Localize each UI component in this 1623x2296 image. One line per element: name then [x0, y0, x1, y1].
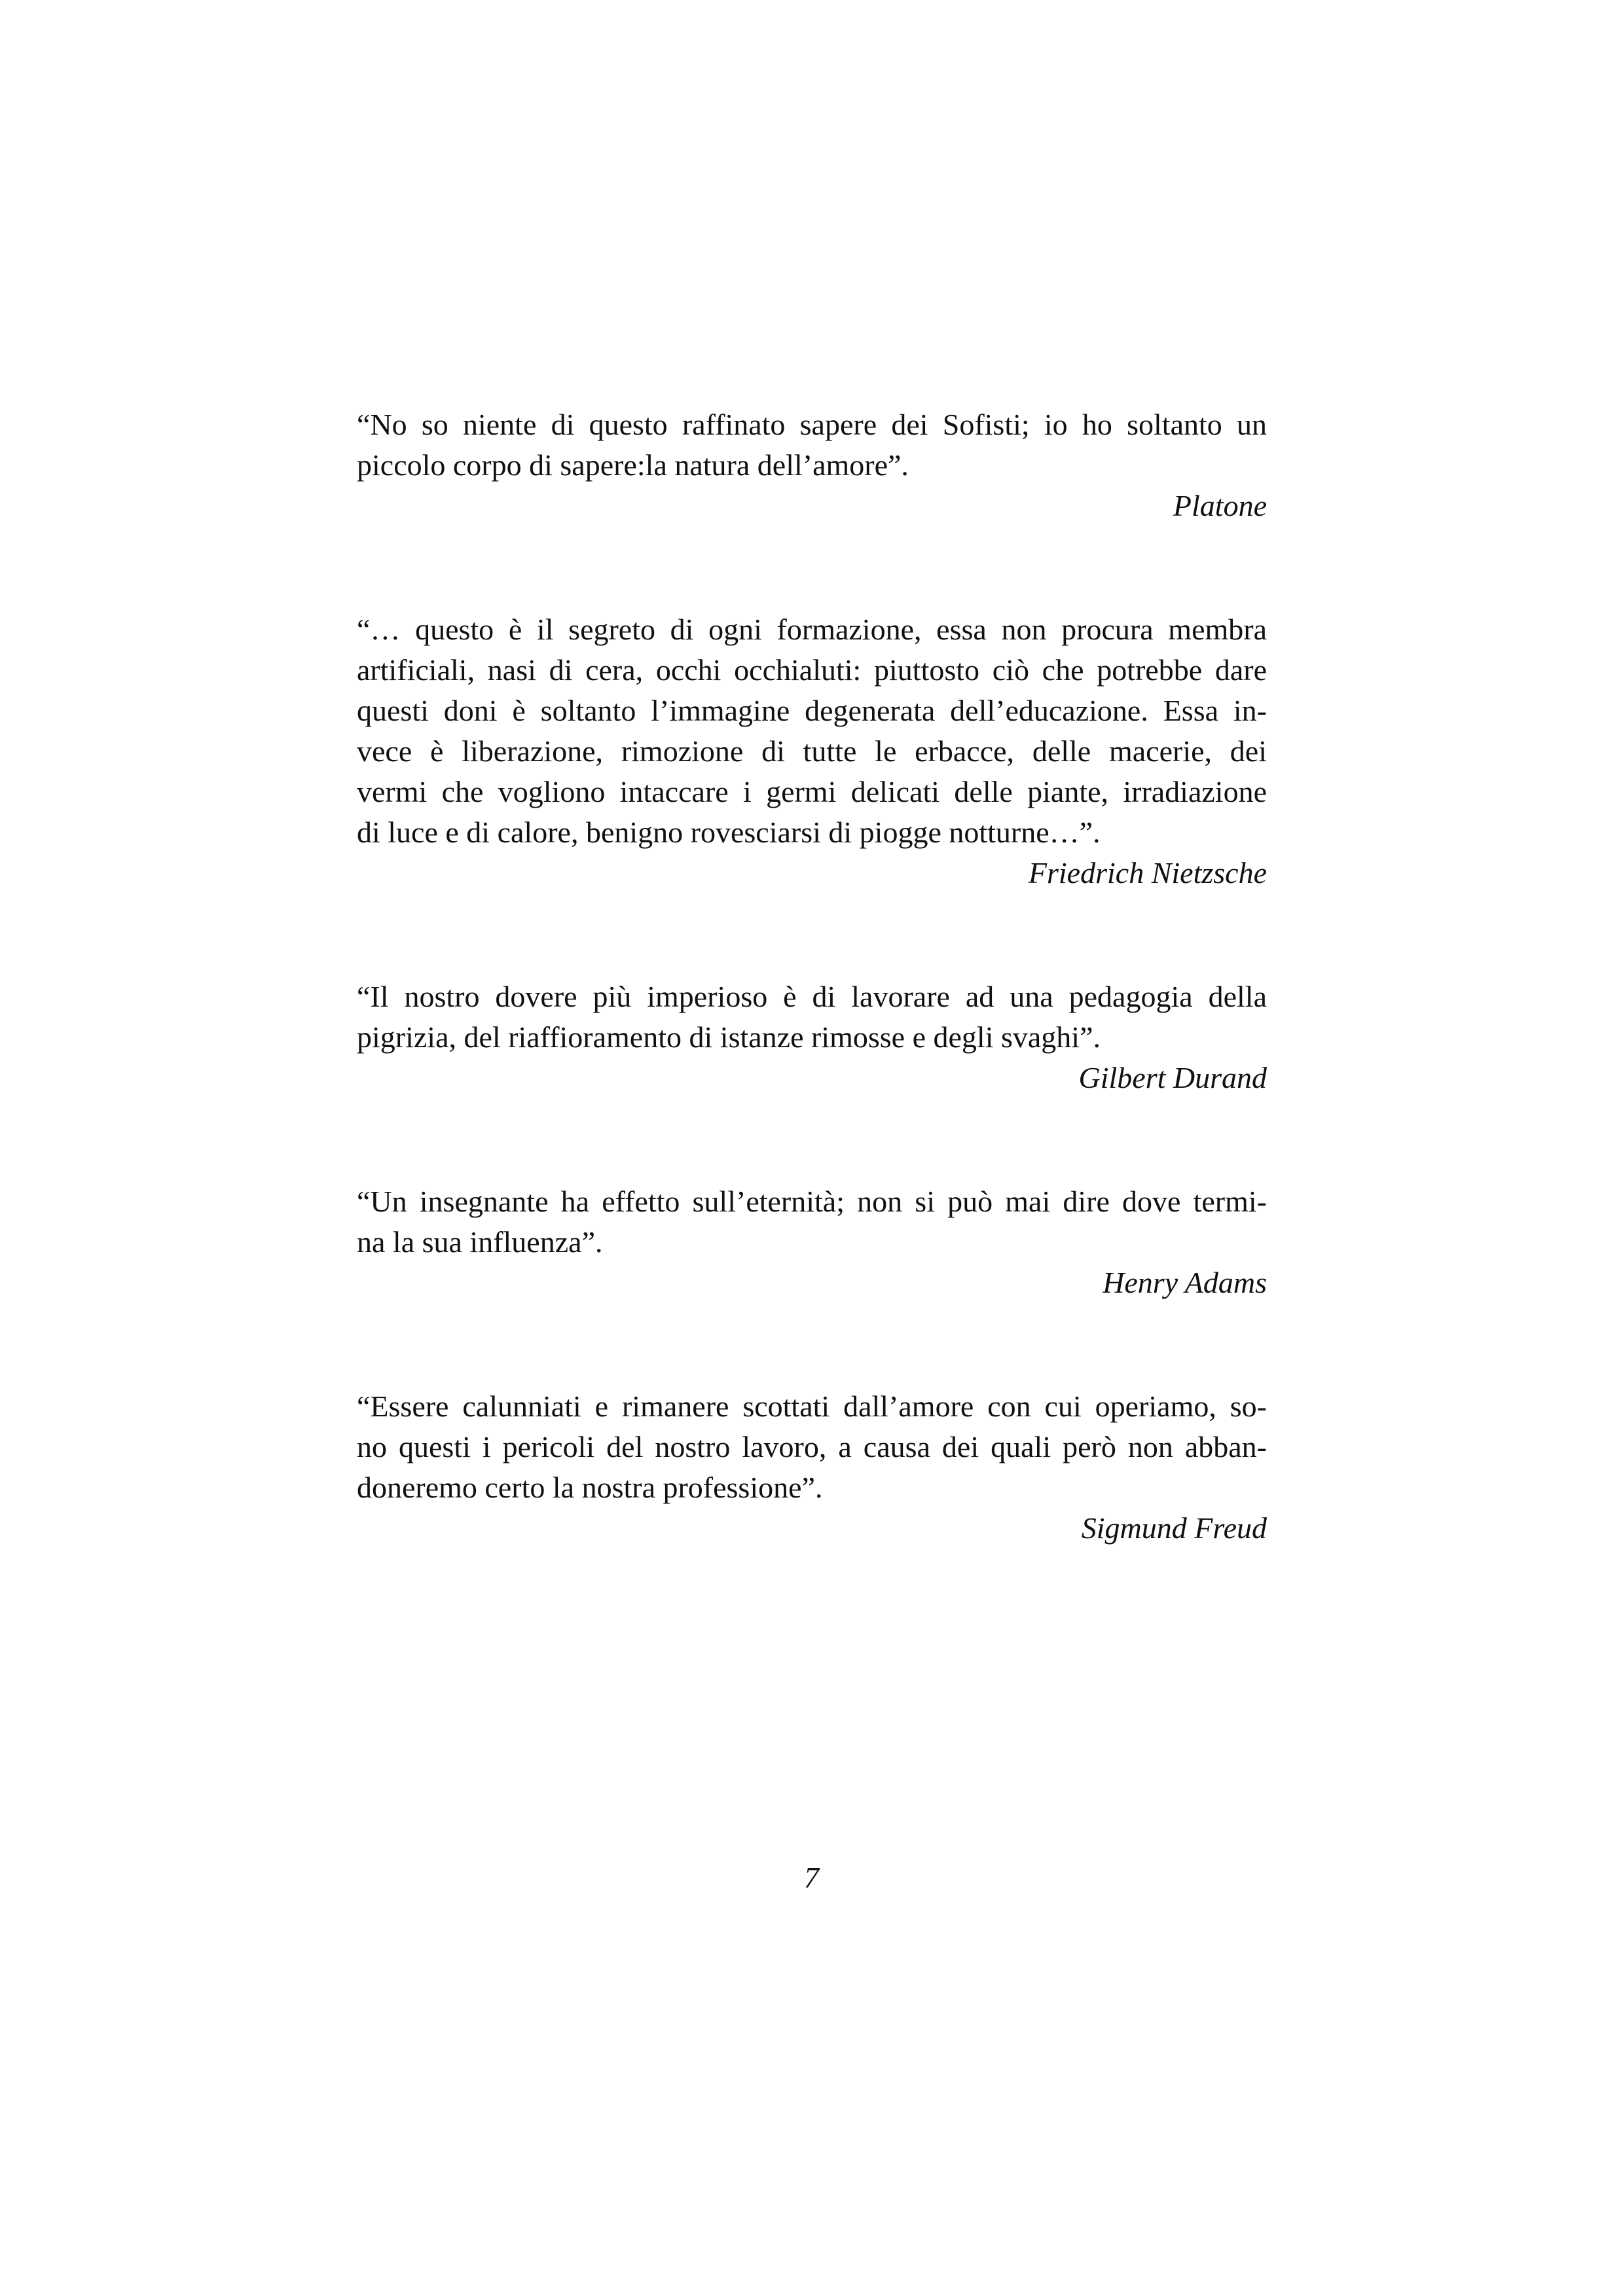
quote-line: “No so niente di questo raffinato sapere dei Sofisti; io ho soltanto un — [357, 408, 1267, 441]
quote-line: pigrizia, del riaffioramento di istanze rimosse e degli svaghi”. — [357, 1020, 1101, 1054]
quote-author: Sigmund Freud — [1081, 1511, 1267, 1545]
quote-line: no questi i pericoli del nostro lavoro, a causa dei quali però non abban- — [357, 1430, 1267, 1463]
quote-line: piccolo corpo di sapere:la natura dell’amore”. — [357, 448, 909, 482]
quote-line: “Essere calunniati e rimanere scottati dall’amore con cui operiamo, so- — [357, 1390, 1267, 1423]
quote-text — [357, 609, 1267, 853]
quote-adams — [357, 1181, 1267, 1303]
quote-nietzsche — [357, 609, 1267, 893]
page-number: 7 — [804, 1861, 819, 1894]
quote-author: Friedrich Nietzsche — [1028, 856, 1267, 889]
quote-text — [357, 1181, 1267, 1263]
quote-line: vece è liberazione, rimozione di tutte le erbacce, delle macerie, dei — [357, 734, 1267, 768]
quote-author: Platone — [1173, 489, 1267, 522]
quote-line: na la sua influenza”. — [357, 1225, 603, 1259]
quote-durand — [357, 977, 1267, 1098]
quote-line: di luce e di calore, benigno rovesciarsi di piogge notturne…”. — [357, 816, 1101, 849]
quote-line: artificiali, nasi di cera, occhi occhialuti: piuttosto ciò che potrebbe dare — [357, 653, 1267, 687]
quote-line: vermi che vogliono intaccare i germi delicati delle piante, irradiazione — [357, 775, 1267, 808]
quote-author: Gilbert Durand — [1078, 1061, 1267, 1094]
quote-line: questi doni è soltanto l’immagine degenerata dell’educazione. Essa in- — [357, 694, 1267, 727]
quote-text — [357, 977, 1267, 1058]
quote-text — [357, 404, 1267, 486]
quote-line: “Il nostro dovere più imperioso è di lavorare ad una pedagogia della — [357, 980, 1267, 1013]
quote-author: Henry Adams — [1103, 1266, 1267, 1299]
quote-line: “… questo è il segreto di ogni formazione, essa non procura membra — [357, 613, 1267, 646]
quote-line: doneremo certo la nostra professione”. — [357, 1471, 823, 1504]
quotes-section — [357, 404, 1267, 1632]
quote-platone — [357, 404, 1267, 526]
quote-freud — [357, 1386, 1267, 1549]
quote-line: “Un insegnante ha effetto sull’eternità; non si può mai dire dove termi- — [357, 1185, 1267, 1218]
quote-text — [357, 1386, 1267, 1508]
